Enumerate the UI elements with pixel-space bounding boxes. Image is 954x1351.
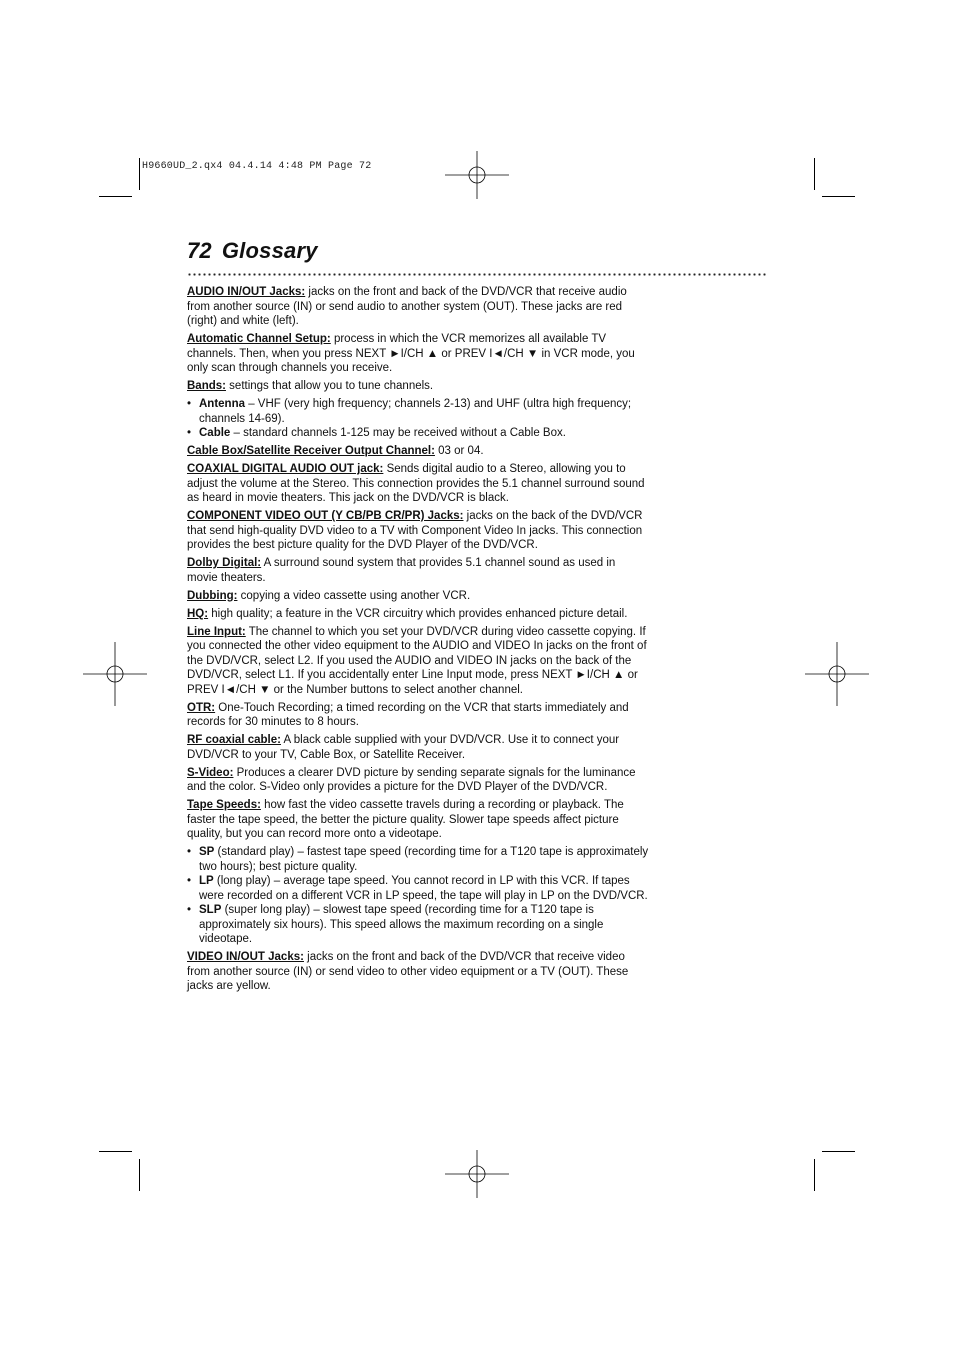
glossary-definition: 03 or 04.: [434, 445, 484, 457]
bullet-label: SLP: [199, 904, 222, 916]
bullet-label: LP: [199, 875, 214, 887]
glossary-definition: settings that allow you to tune channels.: [225, 380, 434, 392]
glossary-entry: [187, 625, 649, 698]
glossary-term: Automatic Channel Setup:: [187, 333, 331, 345]
bullet-label: SP: [199, 846, 215, 858]
list-item: [187, 874, 649, 903]
glossary-entry: [187, 950, 649, 994]
page-number: 72: [187, 238, 212, 263]
crop-mark: [99, 1151, 132, 1152]
crop-mark: [139, 158, 140, 190]
glossary-definition: how fast the video cassette travels during a recording or playback. The faster the tape speed, the better the picture quality. Slower tape speeds affect picture quality, but you can record more onto a videotape.: [187, 799, 624, 840]
glossary-term: COAXIAL DIGITAL AUDIO OUT jack:: [187, 463, 384, 475]
glossary-definition: Sends digital audio to a Stereo, allowing you to adjust the volume at the Stereo. This connection provides the 5.1 channel surround sound as heard in movie theaters. This jack on the DVD/VCR is black.: [187, 463, 645, 504]
glossary-term: AUDIO IN/OUT Jacks:: [187, 286, 306, 298]
glossary-entry: [187, 733, 649, 762]
crop-mark: [139, 1159, 140, 1191]
glossary-term: VIDEO IN/OUT Jacks:: [187, 951, 304, 963]
crop-mark: [822, 196, 855, 197]
glossary-definition: jacks on the front and back of the DVD/VCR that receive audio from another source (IN) or send audio to another system (OUT). These jacks are red (right) and white (left).: [187, 286, 627, 327]
glossary-term: S-Video:: [187, 766, 234, 779]
bullet-text: – standard channels 1-125 may be received without a Cable Box.: [230, 427, 566, 439]
title-text: Glossary: [221, 238, 318, 263]
glossary-entry: [187, 462, 649, 506]
glossary-definition: A black cable supplied with your DVD/VCR. Use it to connect your DVD/VCR to your TV, Cable Box, or Satellite Receiver.: [187, 734, 620, 761]
glossary-term: Bands:: [187, 380, 226, 392]
glossary-term: Dolby Digital:: [187, 557, 262, 569]
glossary-definition: process in which the VCR memorizes all available TV channels. Then, when you press NEXT ►I/CH ▲ or PREV I◄/CH ▼ in VCR mode, you only scan through channels you receive.: [187, 333, 635, 374]
page-header: [187, 238, 318, 264]
crop-mark: [814, 1159, 815, 1191]
glossary-term: Tape Speeds:: [187, 799, 261, 811]
glossary-entry: [187, 766, 649, 795]
crop-mark: [814, 158, 815, 190]
page-title: [187, 238, 318, 264]
glossary-definition: jacks on the front and back of the DVD/VCR that receive video from another source (IN) or send video to other video equipment or a TV (OUT). These jacks are yellow.: [187, 951, 629, 992]
dotted-rule: [187, 273, 767, 276]
glossary-entry: [187, 798, 649, 842]
bands-list: [187, 397, 649, 441]
glossary-entry: [187, 701, 649, 730]
list-item: [187, 397, 649, 426]
glossary-definition: One-Touch Recording; a timed recording on the VCR that starts immediately and records for 30 minutes to 8 hours.: [187, 701, 629, 728]
crop-mark: [99, 196, 132, 197]
registration-mark-icon: [445, 1142, 509, 1206]
list-item: [187, 903, 649, 947]
registration-mark-icon: [445, 143, 509, 207]
printer-slug: H9660UD_2.qx4 04.4.14 4:48 PM Page 72: [142, 161, 372, 172]
registration-mark-icon: [805, 642, 869, 706]
glossary-term: OTR:: [187, 701, 216, 714]
glossary-entry: [187, 556, 649, 585]
glossary-term: Dubbing:: [187, 589, 238, 602]
glossary-term: RF coaxial cable:: [187, 734, 281, 746]
glossary-definition: copying a video cassette using another VCR.: [237, 589, 471, 602]
glossary-entry: [187, 379, 649, 394]
list-item: [187, 845, 649, 874]
tape-speed-list: [187, 845, 649, 947]
bullet-text: (standard play) – fastest tape speed (recording time for a T120 tape is approximately two hours); best picture quality.: [199, 846, 649, 873]
bullet-label: Antenna: [199, 398, 245, 410]
crop-mark: [822, 1151, 855, 1152]
glossary-term: HQ:: [187, 607, 209, 620]
glossary-term: Cable Box/Satellite Receiver Output Channel:: [187, 445, 435, 457]
glossary-term: COMPONENT VIDEO OUT (Y CB/PB CR/PR) Jacks:: [187, 510, 464, 522]
glossary-entry: [187, 444, 649, 459]
glossary-definition: A surround sound system that provides 5.1 channel sound as used in movie theaters.: [187, 557, 616, 584]
glossary-definition: The channel to which you set your DVD/VCR during video cassette copying. If you connected the other video equipment to the AUDIO and VIDEO In jacks on the front of the DVD/VCR, select L2. If you used the AUDIO and VIDEO IN jacks on the back of the DVD/VCR, select L1. If you accidentally enter Line Input mode, press NEXT ►I/CH ▲ or PREV I◄/CH ▼ or the Number buttons to select another channel.: [187, 625, 647, 696]
glossary-entry: [187, 589, 649, 604]
list-item: [187, 426, 649, 441]
bullet-label: Cable: [199, 427, 231, 439]
glossary-entry: [187, 285, 649, 329]
glossary-entry: [187, 509, 649, 553]
bullet-text: (super long play) – slowest tape speed (recording time for a T120 tape is approximately six hours). This speed allows the maximum recording on a single videotape.: [199, 904, 604, 945]
glossary-definition: high quality; a feature in the VCR circuitry which provides enhanced picture detail.: [208, 607, 628, 620]
glossary-definition: Produces a clearer DVD picture by sending separate signals for the luminance and the color. S-Video only provides a picture for the DVD Player of the DVD/VCR.: [187, 766, 636, 793]
glossary-entry: [187, 332, 649, 376]
glossary-body: [187, 285, 649, 997]
bullet-text: – VHF (very high frequency; channels 2-13) and UHF (ultra high frequency; channels 14-69).: [199, 398, 632, 425]
glossary-term: Line Input:: [187, 625, 246, 638]
bullet-text: (long play) – average tape speed. You cannot record in LP with this VCR. If tapes were recorded on a different VCR in LP speed, the tape will play in LP on the DVD/VCR.: [199, 875, 648, 902]
glossary-entry: [187, 607, 649, 622]
registration-mark-icon: [83, 642, 147, 706]
glossary-definition: jacks on the back of the DVD/VCR that send high-quality DVD video to a TV with Component Video In jacks. This connection provides the best picture quality for the DVD Player of the DVD/VCR.: [187, 510, 643, 551]
